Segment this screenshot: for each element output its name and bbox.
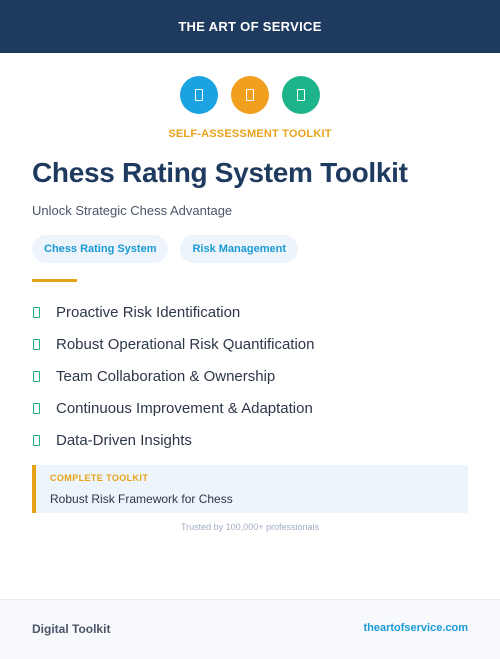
page-title: Chess Rating System Toolkit [32, 157, 408, 188]
tag-chess-rating-system[interactable]: Chess Rating System [32, 235, 168, 263]
check-icon [33, 307, 40, 318]
document-icon [297, 89, 305, 101]
footer-link[interactable]: theartofservice.com [363, 622, 468, 634]
callout-label: COMPLETE TOOLKIT [50, 473, 149, 483]
feature-text: Team Collaboration & Ownership [56, 367, 276, 385]
toolkit-callout [32, 465, 468, 513]
feature-text: Robust Operational Risk Quantification [56, 335, 315, 353]
callout-text: Robust Risk Framework for Chess [50, 492, 233, 506]
header-bar [0, 0, 500, 53]
feature-text: Continuous Improvement & Adaptation [56, 399, 313, 417]
check-icon [33, 339, 40, 350]
check-icon [33, 403, 40, 414]
check-icon [33, 371, 40, 382]
brand-title: THE ART OF SERVICE [178, 19, 322, 34]
feature-list [32, 296, 314, 456]
tag-risk-management[interactable]: Risk Management [180, 235, 298, 263]
list-item [32, 296, 314, 328]
list-item [32, 328, 314, 360]
footer-label: Digital Toolkit [32, 622, 111, 636]
icon-row [0, 76, 500, 114]
trusted-note: Trusted by 100,000+ professionals [180, 522, 319, 532]
accent-divider [32, 279, 77, 282]
kicker-label: SELF-ASSESSMENT TOOLKIT [168, 128, 332, 140]
list-item [32, 392, 314, 424]
list-item [32, 424, 314, 456]
document-icon [246, 89, 254, 101]
tag-list [32, 235, 298, 263]
check-icon [33, 435, 40, 446]
icon-circle-blue [180, 76, 218, 114]
document-icon [195, 89, 203, 101]
list-item [32, 360, 314, 392]
icon-circle-green [282, 76, 320, 114]
feature-text: Proactive Risk Identification [56, 303, 241, 321]
page-subtitle: Unlock Strategic Chess Advantage [32, 203, 233, 218]
feature-text: Data-Driven Insights [56, 431, 192, 449]
footer-bar [0, 599, 500, 659]
icon-circle-orange [231, 76, 269, 114]
